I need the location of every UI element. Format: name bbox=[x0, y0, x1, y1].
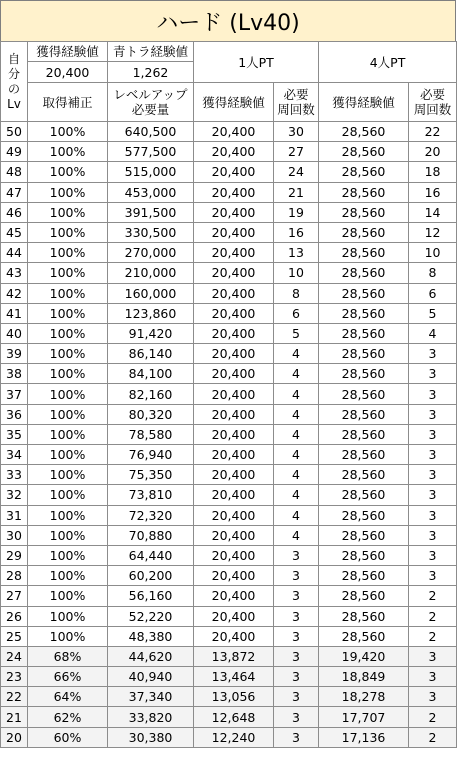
cell-runs-4pt: 3 bbox=[409, 485, 457, 505]
cell-lv: 34 bbox=[1, 445, 28, 465]
cell-bonus: 100% bbox=[28, 445, 108, 465]
cell-exp-1pt: 20,400 bbox=[194, 263, 274, 283]
table-row bbox=[1, 566, 457, 586]
table-row bbox=[1, 122, 457, 142]
cell-runs-1pt: 3 bbox=[274, 626, 319, 646]
cell-exp-4pt: 28,560 bbox=[319, 283, 409, 303]
cell-runs-1pt: 3 bbox=[274, 566, 319, 586]
cell-lv: 22 bbox=[1, 687, 28, 707]
cell-runs-1pt: 4 bbox=[274, 384, 319, 404]
table-row bbox=[1, 263, 457, 283]
cell-exp-4pt: 17,707 bbox=[319, 707, 409, 727]
cell-lv: 25 bbox=[1, 626, 28, 646]
cell-exp-4pt: 28,560 bbox=[319, 465, 409, 485]
cell-runs-4pt: 3 bbox=[409, 404, 457, 424]
cell-levelup-need: 70,880 bbox=[108, 525, 194, 545]
cell-levelup-need: 73,810 bbox=[108, 485, 194, 505]
cell-runs-4pt: 2 bbox=[409, 727, 457, 747]
cell-runs-4pt: 3 bbox=[409, 505, 457, 525]
cell-exp-4pt: 28,560 bbox=[319, 606, 409, 626]
col-runs-1-header bbox=[274, 83, 319, 122]
cell-runs-1pt: 4 bbox=[274, 525, 319, 545]
cell-exp-1pt: 20,400 bbox=[194, 202, 274, 222]
table-row bbox=[1, 727, 457, 747]
cell-runs-1pt: 4 bbox=[274, 505, 319, 525]
cell-lv: 47 bbox=[1, 182, 28, 202]
table-row bbox=[1, 424, 457, 444]
cell-lv: 35 bbox=[1, 424, 28, 444]
cell-runs-4pt: 10 bbox=[409, 243, 457, 263]
cell-exp-1pt: 20,400 bbox=[194, 505, 274, 525]
cell-exp-1pt: 20,400 bbox=[194, 344, 274, 364]
cell-exp-4pt: 18,849 bbox=[319, 667, 409, 687]
cell-exp-4pt: 28,560 bbox=[319, 182, 409, 202]
cell-lv: 48 bbox=[1, 162, 28, 182]
col-bonus-header: 取得補正 bbox=[28, 83, 108, 122]
cell-exp-1pt: 20,400 bbox=[194, 122, 274, 142]
cell-lv: 32 bbox=[1, 485, 28, 505]
col-levelup-line-2: 必要量 bbox=[131, 102, 170, 117]
cell-exp-4pt: 28,560 bbox=[319, 545, 409, 565]
cell-bonus: 64% bbox=[28, 687, 108, 707]
cell-exp-1pt: 20,400 bbox=[194, 465, 274, 485]
cell-exp-1pt: 20,400 bbox=[194, 222, 274, 242]
cell-exp-1pt: 20,400 bbox=[194, 545, 274, 565]
cell-exp-1pt: 20,400 bbox=[194, 142, 274, 162]
col-gain-exp-4-header: 獲得経験値 bbox=[319, 83, 409, 122]
col-levelup-line-1: レベルアップ bbox=[113, 87, 188, 102]
cell-runs-4pt: 3 bbox=[409, 384, 457, 404]
table-row bbox=[1, 545, 457, 565]
cell-runs-1pt: 3 bbox=[274, 545, 319, 565]
cell-exp-1pt: 20,400 bbox=[194, 525, 274, 545]
cell-levelup-need: 72,320 bbox=[108, 505, 194, 525]
cell-exp-4pt: 28,560 bbox=[319, 303, 409, 323]
cell-bonus: 100% bbox=[28, 283, 108, 303]
cell-exp-4pt: 28,560 bbox=[319, 222, 409, 242]
cell-runs-4pt: 18 bbox=[409, 162, 457, 182]
cell-runs-4pt: 12 bbox=[409, 222, 457, 242]
cell-bonus: 62% bbox=[28, 707, 108, 727]
cell-exp-1pt: 20,400 bbox=[194, 586, 274, 606]
cell-runs-1pt: 30 bbox=[274, 122, 319, 142]
cell-lv: 27 bbox=[1, 586, 28, 606]
cell-bonus: 100% bbox=[28, 122, 108, 142]
cell-exp-1pt: 12,648 bbox=[194, 707, 274, 727]
cell-exp-1pt: 20,400 bbox=[194, 445, 274, 465]
cell-runs-1pt: 3 bbox=[274, 646, 319, 666]
cell-runs-4pt: 3 bbox=[409, 344, 457, 364]
exp-table bbox=[0, 41, 457, 748]
cell-runs-4pt: 4 bbox=[409, 323, 457, 343]
table-row bbox=[1, 626, 457, 646]
cell-exp-4pt: 17,136 bbox=[319, 727, 409, 747]
cell-lv: 26 bbox=[1, 606, 28, 626]
cell-exp-1pt: 13,872 bbox=[194, 646, 274, 666]
table-row bbox=[1, 182, 457, 202]
cell-exp-1pt: 20,400 bbox=[194, 485, 274, 505]
col-runs-4-header bbox=[409, 83, 457, 122]
cell-bonus: 100% bbox=[28, 364, 108, 384]
cell-lv: 39 bbox=[1, 344, 28, 364]
table-row bbox=[1, 646, 457, 666]
self-lv-char-4: Lv bbox=[7, 96, 21, 111]
cell-lv: 46 bbox=[1, 202, 28, 222]
col-runs-4-line-1: 必要 bbox=[420, 87, 446, 102]
cell-levelup-need: 40,940 bbox=[108, 667, 194, 687]
table-row bbox=[1, 303, 457, 323]
cell-runs-4pt: 3 bbox=[409, 545, 457, 565]
cell-levelup-need: 30,380 bbox=[108, 727, 194, 747]
table-row bbox=[1, 162, 457, 182]
cell-runs-1pt: 21 bbox=[274, 182, 319, 202]
cell-runs-4pt: 2 bbox=[409, 626, 457, 646]
cell-bonus: 68% bbox=[28, 646, 108, 666]
pt1-label: 1人PT bbox=[194, 42, 319, 83]
cell-runs-4pt: 3 bbox=[409, 465, 457, 485]
cell-exp-4pt: 28,560 bbox=[319, 384, 409, 404]
cell-levelup-need: 37,340 bbox=[108, 687, 194, 707]
cell-exp-4pt: 28,560 bbox=[319, 122, 409, 142]
self-lv-char-3: の bbox=[7, 81, 20, 96]
cell-bonus: 100% bbox=[28, 525, 108, 545]
cell-bonus: 100% bbox=[28, 202, 108, 222]
cell-runs-1pt: 4 bbox=[274, 465, 319, 485]
cell-levelup-need: 52,220 bbox=[108, 606, 194, 626]
cell-exp-1pt: 20,400 bbox=[194, 404, 274, 424]
col-runs-1-line-2: 周回数 bbox=[277, 102, 315, 117]
table-row bbox=[1, 384, 457, 404]
table-row bbox=[1, 404, 457, 424]
table-row bbox=[1, 243, 457, 263]
cell-runs-4pt: 2 bbox=[409, 606, 457, 626]
cell-runs-1pt: 4 bbox=[274, 445, 319, 465]
cell-runs-1pt: 6 bbox=[274, 303, 319, 323]
col-gain-exp-1-header: 獲得経験値 bbox=[194, 83, 274, 122]
cell-exp-1pt: 20,400 bbox=[194, 283, 274, 303]
col-runs-1-line-1: 必要 bbox=[283, 87, 309, 102]
header-row-1 bbox=[1, 42, 457, 62]
cell-exp-1pt: 13,464 bbox=[194, 667, 274, 687]
self-lv-char-2: 分 bbox=[7, 66, 20, 81]
cell-bonus: 100% bbox=[28, 505, 108, 525]
cell-levelup-need: 453,000 bbox=[108, 182, 194, 202]
cell-runs-4pt: 3 bbox=[409, 687, 457, 707]
cell-bonus: 100% bbox=[28, 566, 108, 586]
cell-levelup-need: 33,820 bbox=[108, 707, 194, 727]
cell-exp-4pt: 28,560 bbox=[319, 364, 409, 384]
gain-exp-label: 獲得経験値 bbox=[28, 42, 108, 62]
col-runs-4-line-2: 周回数 bbox=[413, 102, 452, 117]
cell-runs-1pt: 4 bbox=[274, 344, 319, 364]
cell-lv: 28 bbox=[1, 566, 28, 586]
cell-levelup-need: 78,580 bbox=[108, 424, 194, 444]
cell-levelup-need: 210,000 bbox=[108, 263, 194, 283]
cell-levelup-need: 86,140 bbox=[108, 344, 194, 364]
cell-runs-1pt: 3 bbox=[274, 606, 319, 626]
cell-exp-4pt: 28,560 bbox=[319, 344, 409, 364]
cell-lv: 24 bbox=[1, 646, 28, 666]
cell-lv: 29 bbox=[1, 545, 28, 565]
cell-runs-4pt: 22 bbox=[409, 122, 457, 142]
cell-runs-1pt: 3 bbox=[274, 667, 319, 687]
cell-exp-4pt: 28,560 bbox=[319, 243, 409, 263]
cell-exp-1pt: 12,240 bbox=[194, 727, 274, 747]
cell-bonus: 100% bbox=[28, 485, 108, 505]
blue-tora-value: 1,262 bbox=[108, 62, 194, 83]
table-row bbox=[1, 202, 457, 222]
table-row bbox=[1, 485, 457, 505]
cell-lv: 31 bbox=[1, 505, 28, 525]
cell-runs-4pt: 8 bbox=[409, 263, 457, 283]
cell-bonus: 100% bbox=[28, 404, 108, 424]
cell-bonus: 100% bbox=[28, 586, 108, 606]
table-row bbox=[1, 364, 457, 384]
cell-runs-4pt: 5 bbox=[409, 303, 457, 323]
cell-bonus: 60% bbox=[28, 727, 108, 747]
cell-levelup-need: 56,160 bbox=[108, 586, 194, 606]
cell-exp-4pt: 28,560 bbox=[319, 525, 409, 545]
cell-exp-1pt: 20,400 bbox=[194, 182, 274, 202]
cell-bonus: 100% bbox=[28, 162, 108, 182]
table-row bbox=[1, 344, 457, 364]
cell-exp-4pt: 18,278 bbox=[319, 687, 409, 707]
cell-levelup-need: 75,350 bbox=[108, 465, 194, 485]
cell-bonus: 100% bbox=[28, 323, 108, 343]
cell-levelup-need: 270,000 bbox=[108, 243, 194, 263]
cell-levelup-need: 577,500 bbox=[108, 142, 194, 162]
self-lv-char-1: 自 bbox=[7, 51, 20, 66]
cell-exp-1pt: 20,400 bbox=[194, 566, 274, 586]
cell-bonus: 100% bbox=[28, 222, 108, 242]
cell-bonus: 100% bbox=[28, 182, 108, 202]
table-row bbox=[1, 323, 457, 343]
cell-runs-4pt: 3 bbox=[409, 646, 457, 666]
cell-runs-4pt: 6 bbox=[409, 283, 457, 303]
cell-lv: 43 bbox=[1, 263, 28, 283]
cell-runs-1pt: 4 bbox=[274, 424, 319, 444]
cell-exp-1pt: 20,400 bbox=[194, 323, 274, 343]
cell-bonus: 100% bbox=[28, 606, 108, 626]
cell-lv: 49 bbox=[1, 142, 28, 162]
cell-runs-1pt: 3 bbox=[274, 707, 319, 727]
cell-bonus: 100% bbox=[28, 243, 108, 263]
gain-exp-value: 20,400 bbox=[28, 62, 108, 83]
cell-levelup-need: 91,420 bbox=[108, 323, 194, 343]
cell-levelup-need: 160,000 bbox=[108, 283, 194, 303]
table-row bbox=[1, 283, 457, 303]
pt4-label: 4人PT bbox=[319, 42, 457, 83]
cell-exp-1pt: 20,400 bbox=[194, 606, 274, 626]
self-lv-header bbox=[1, 42, 28, 122]
cell-bonus: 100% bbox=[28, 303, 108, 323]
cell-lv: 33 bbox=[1, 465, 28, 485]
cell-exp-4pt: 28,560 bbox=[319, 323, 409, 343]
cell-bonus: 66% bbox=[28, 667, 108, 687]
cell-bonus: 100% bbox=[28, 545, 108, 565]
table-row bbox=[1, 465, 457, 485]
cell-runs-1pt: 19 bbox=[274, 202, 319, 222]
cell-levelup-need: 60,200 bbox=[108, 566, 194, 586]
cell-levelup-need: 80,320 bbox=[108, 404, 194, 424]
table-row bbox=[1, 505, 457, 525]
cell-exp-4pt: 19,420 bbox=[319, 646, 409, 666]
cell-exp-1pt: 20,400 bbox=[194, 424, 274, 444]
cell-levelup-need: 76,940 bbox=[108, 445, 194, 465]
cell-exp-4pt: 28,560 bbox=[319, 485, 409, 505]
cell-bonus: 100% bbox=[28, 263, 108, 283]
cell-runs-1pt: 3 bbox=[274, 586, 319, 606]
cell-lv: 23 bbox=[1, 667, 28, 687]
cell-runs-1pt: 5 bbox=[274, 323, 319, 343]
table-row bbox=[1, 667, 457, 687]
cell-runs-4pt: 3 bbox=[409, 424, 457, 444]
cell-levelup-need: 515,000 bbox=[108, 162, 194, 182]
cell-exp-4pt: 28,560 bbox=[319, 566, 409, 586]
cell-lv: 42 bbox=[1, 283, 28, 303]
cell-exp-1pt: 20,400 bbox=[194, 364, 274, 384]
cell-runs-4pt: 3 bbox=[409, 364, 457, 384]
table-row bbox=[1, 606, 457, 626]
cell-lv: 20 bbox=[1, 727, 28, 747]
cell-lv: 30 bbox=[1, 525, 28, 545]
cell-levelup-need: 123,860 bbox=[108, 303, 194, 323]
cell-exp-1pt: 20,400 bbox=[194, 303, 274, 323]
cell-exp-4pt: 28,560 bbox=[319, 162, 409, 182]
table-row bbox=[1, 222, 457, 242]
cell-bonus: 100% bbox=[28, 626, 108, 646]
cell-exp-1pt: 20,400 bbox=[194, 626, 274, 646]
cell-runs-4pt: 3 bbox=[409, 667, 457, 687]
blue-tora-label: 青トラ経験値 bbox=[108, 42, 194, 62]
cell-exp-1pt: 20,400 bbox=[194, 243, 274, 263]
cell-exp-1pt: 13,056 bbox=[194, 687, 274, 707]
cell-exp-1pt: 20,400 bbox=[194, 162, 274, 182]
cell-exp-4pt: 28,560 bbox=[319, 505, 409, 525]
cell-lv: 36 bbox=[1, 404, 28, 424]
table-row bbox=[1, 687, 457, 707]
table-row bbox=[1, 586, 457, 606]
cell-runs-1pt: 10 bbox=[274, 263, 319, 283]
cell-runs-4pt: 2 bbox=[409, 586, 457, 606]
table-row bbox=[1, 525, 457, 545]
cell-runs-4pt: 16 bbox=[409, 182, 457, 202]
cell-levelup-need: 64,440 bbox=[108, 545, 194, 565]
cell-levelup-need: 84,100 bbox=[108, 364, 194, 384]
cell-runs-1pt: 24 bbox=[274, 162, 319, 182]
cell-exp-4pt: 28,560 bbox=[319, 626, 409, 646]
table-row bbox=[1, 707, 457, 727]
cell-levelup-need: 48,380 bbox=[108, 626, 194, 646]
cell-bonus: 100% bbox=[28, 465, 108, 485]
cell-levelup-need: 82,160 bbox=[108, 384, 194, 404]
cell-lv: 44 bbox=[1, 243, 28, 263]
cell-lv: 38 bbox=[1, 364, 28, 384]
cell-bonus: 100% bbox=[28, 424, 108, 444]
cell-lv: 40 bbox=[1, 323, 28, 343]
cell-runs-4pt: 2 bbox=[409, 707, 457, 727]
cell-runs-4pt: 3 bbox=[409, 445, 457, 465]
cell-lv: 45 bbox=[1, 222, 28, 242]
header-row-3 bbox=[1, 83, 457, 122]
table-row bbox=[1, 142, 457, 162]
cell-levelup-need: 391,500 bbox=[108, 202, 194, 222]
cell-exp-4pt: 28,560 bbox=[319, 263, 409, 283]
cell-exp-4pt: 28,560 bbox=[319, 404, 409, 424]
cell-exp-4pt: 28,560 bbox=[319, 142, 409, 162]
cell-runs-1pt: 4 bbox=[274, 404, 319, 424]
sheet-title: ハード (Lv40) bbox=[0, 0, 456, 42]
table-row bbox=[1, 445, 457, 465]
cell-exp-1pt: 20,400 bbox=[194, 384, 274, 404]
cell-lv: 50 bbox=[1, 122, 28, 142]
cell-exp-4pt: 28,560 bbox=[319, 586, 409, 606]
cell-runs-1pt: 4 bbox=[274, 364, 319, 384]
cell-runs-1pt: 4 bbox=[274, 485, 319, 505]
cell-runs-1pt: 3 bbox=[274, 727, 319, 747]
cell-bonus: 100% bbox=[28, 384, 108, 404]
cell-runs-4pt: 3 bbox=[409, 566, 457, 586]
cell-runs-4pt: 3 bbox=[409, 525, 457, 545]
cell-exp-4pt: 28,560 bbox=[319, 424, 409, 444]
cell-levelup-need: 330,500 bbox=[108, 222, 194, 242]
cell-exp-4pt: 28,560 bbox=[319, 445, 409, 465]
cell-runs-4pt: 14 bbox=[409, 202, 457, 222]
cell-exp-4pt: 28,560 bbox=[319, 202, 409, 222]
cell-runs-1pt: 16 bbox=[274, 222, 319, 242]
cell-runs-1pt: 3 bbox=[274, 687, 319, 707]
cell-bonus: 100% bbox=[28, 344, 108, 364]
cell-lv: 37 bbox=[1, 384, 28, 404]
col-levelup-header bbox=[108, 83, 194, 122]
cell-runs-1pt: 27 bbox=[274, 142, 319, 162]
cell-bonus: 100% bbox=[28, 142, 108, 162]
cell-runs-4pt: 20 bbox=[409, 142, 457, 162]
cell-levelup-need: 44,620 bbox=[108, 646, 194, 666]
cell-runs-1pt: 13 bbox=[274, 243, 319, 263]
cell-lv: 41 bbox=[1, 303, 28, 323]
cell-runs-1pt: 8 bbox=[274, 283, 319, 303]
cell-lv: 21 bbox=[1, 707, 28, 727]
cell-levelup-need: 640,500 bbox=[108, 122, 194, 142]
